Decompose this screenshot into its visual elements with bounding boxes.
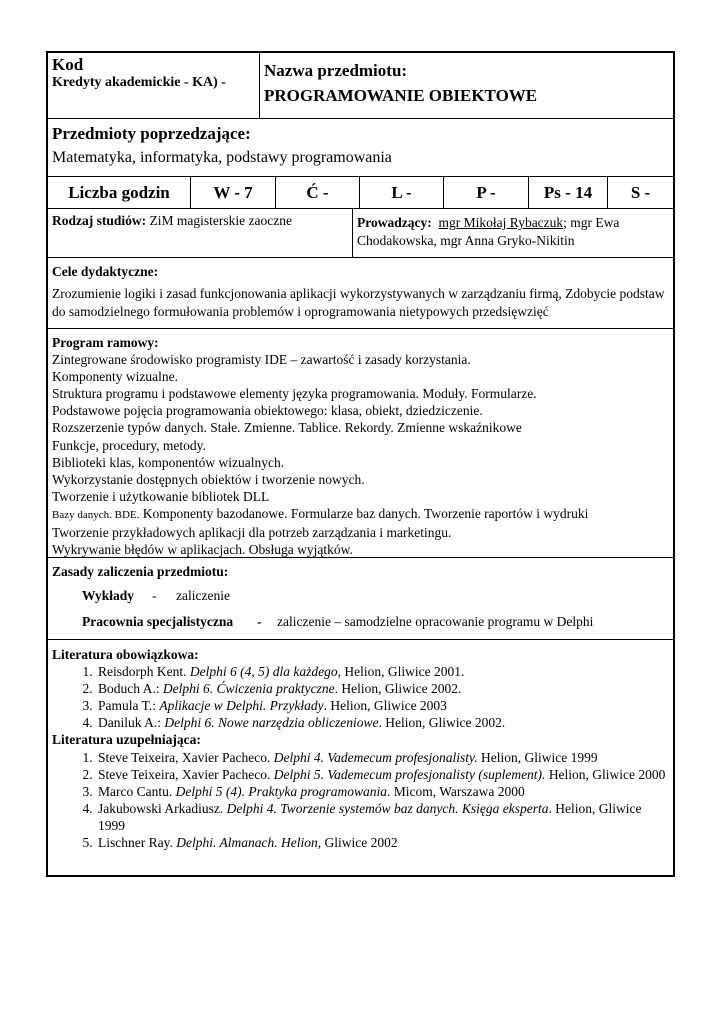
prerequisites-value: Matematyka, informatyka, podstawy programowania [52,149,392,166]
list-item [96,766,669,783]
goals-row [48,258,673,329]
hours-specialist-lab: Ps - 14 [529,177,608,208]
lit-publisher: , Gliwice 2002 [317,835,398,851]
lecture-label: Wykłady [82,588,135,603]
hours-exercises: Ć - [276,177,360,208]
supplementary-literature-list [52,749,669,852]
literature-row [48,640,673,875]
prerequisites-row [48,119,673,177]
lit-title: Delphi 4. Tworzenie systemów baz danych. Księga eksperta [226,800,549,816]
bazy-rest-text: Komponenty bazodanowe. Formularze baz danych. Tworzenie raportów i wydruki [139,505,589,521]
course-name-label: Nazwa przedmiotu: [264,61,408,80]
program-line: Zintegrowane środowisko programisty IDE – zawartość i zasady korzystania. [52,352,471,368]
lit-title: Delphi 6 (4, 5) dla każdego, [189,664,341,680]
course-name-cell [260,53,673,118]
hours-lecture: W - 7 [191,177,276,208]
program-line: Tworzenie i użytkowanie bibliotek DLL [52,488,270,504]
list-item [96,783,669,800]
goals-label: Cele dydaktyczne: [52,264,159,279]
hours-project: P - [444,177,529,208]
lit-title: Aplikacje w Delphi. Przykłady [159,698,324,714]
lit-publisher: Helion, Gliwice 2001. [340,664,465,680]
lit-publisher: . Helion, Gliwice 2002. [334,681,462,697]
lit-author: Reisdorph Kent. [98,664,190,680]
lecture-dash: - [152,588,157,603]
lit-author: Daniluk A.: [98,715,165,731]
lab-value: zaliczenie – samodzielne opracowanie programu w Delphi [277,614,594,629]
program-row [48,329,673,558]
study-row [48,209,673,258]
lit-title: Delphi 5 (4). Praktyka programowania [175,783,387,799]
list-item [96,680,669,697]
lit-title: Delphi 4. Vademecum profesjonalisty. [273,749,478,765]
list-item [96,697,669,714]
program-line: Struktura programu i podstawowe elementy języka programowania. Moduły. Formularze. [52,386,537,402]
program-line: Rozszerzenie typów danych. Stałe. Zmienne. Tablice. Rekordy. Zmienne wskaźnikowe [52,420,522,436]
lecturers-other: ; mgr Ewa Chodakowska, mgr Anna Gryko-Nikitin [357,215,620,248]
lit-author: Marco Cantu. [98,783,176,799]
list-item [96,663,669,680]
lecture-value: zaliczenie [176,588,230,603]
program-line: Wykorzystanie dostępnych obiektów i tworzenie nowych. [52,471,365,487]
study-type-label: Rodzaj studiów: [52,213,147,228]
lecturer-main: mgr Mikołaj Rybaczuk [438,215,564,230]
lit-author: Jakubowski Arkadiusz. [98,800,227,816]
header-row [48,53,673,119]
lit-title: Delphi 6. Nowe narzędzia obliczeniowe [164,715,379,731]
program-line: Tworzenie przykładowych aplikacji dla potrzeb zarządzania i marketingu. [52,525,452,541]
lecturers-label: Prowadzący: [357,215,432,230]
lit-title: Delphi. Almanach. Helion [176,835,318,851]
assessment-label: Zasady zaliczenia przedmiotu: [52,564,229,579]
program-line: Komponenty wizualne. [52,369,178,385]
lit-title: Delphi 5. Vademecum profesjonalisty (suplement). [273,766,546,782]
course-sheet [46,51,675,877]
lit-publisher: . Helion, Gliwice 2002. [378,715,506,731]
lit-publisher: . Micom, Warszawa 2000 [386,783,525,799]
program-line: Funkcje, procedury, metody. [52,437,206,453]
lit-author: Steve Teixeira, Xavier Pacheco. [98,749,274,765]
lit-publisher: Helion, Gliwice 1999 [477,749,598,765]
hours-label: Liczba godzin [48,177,191,208]
lit-publisher: . Helion, Gliwice 1999 [98,800,642,833]
goals-text: Zrozumienie logiki i zasad funkcjonowania aplikacji wykorzystywanych w zarządzaniu firmą, Zdobycie podstaw do samodzielnego formułowania problemów i oprogramowania nietypowych przedsięwzięć [52,286,665,319]
list-item [96,800,669,834]
supplementary-literature-label: Literatura uzupełniająca: [52,732,201,748]
kredyty-label: Kredyty akademickie - KA) - [52,75,226,90]
lecturers-cell [353,209,673,257]
course-name-value: PROGRAMOWANIE OBIEKTOWE [264,86,538,105]
lit-author: Lischner Ray. [98,835,177,851]
lit-title: Delphi 6. Ćwiczenia praktyczne [162,681,335,697]
kod-label: Kod [52,55,84,74]
lecture-assessment [52,587,669,607]
program-line [52,505,669,524]
assessment-row [48,558,673,640]
lit-publisher: . Helion, Gliwice 2003 [323,698,447,714]
list-item [96,749,669,766]
program-line: Biblioteki klas, komponentów wizualnych. [52,454,285,470]
required-literature-list [52,663,669,731]
prerequisites-label: Przedmioty poprzedzające: [52,124,251,143]
lit-publisher: Helion, Gliwice 2000 [545,766,666,782]
program-line: Wykrywanie błędów w aplikacjach. Obsługa wyjątków. [52,542,353,558]
lit-author: Pamula T.: [98,698,160,714]
list-item [96,714,669,731]
code-cell [48,53,260,118]
study-type-value: ZiM magisterskie zaoczne [149,213,292,228]
hours-seminar: S - [630,182,651,202]
required-literature-label: Literatura obowiązkowa: [52,647,199,662]
program-label: Program ramowy: [52,335,159,350]
program-line: Podstawowe pojęcia programowania obiektowego: klasa, obiekt, dziedziczenie. [52,403,483,419]
lab-label: Pracownia specjalistyczna [82,614,234,629]
study-type-cell [48,209,353,257]
hours-lab: L - [360,177,444,208]
hours-row [48,177,673,209]
bazy-small-text: Bazy danych. BDE. [52,508,140,521]
lit-author: Steve Teixeira, Xavier Pacheco. [98,766,274,782]
lab-assessment [52,613,669,633]
lab-dash: - [257,614,262,629]
lit-author: Boduch A.: [98,681,163,697]
list-item [96,834,669,851]
